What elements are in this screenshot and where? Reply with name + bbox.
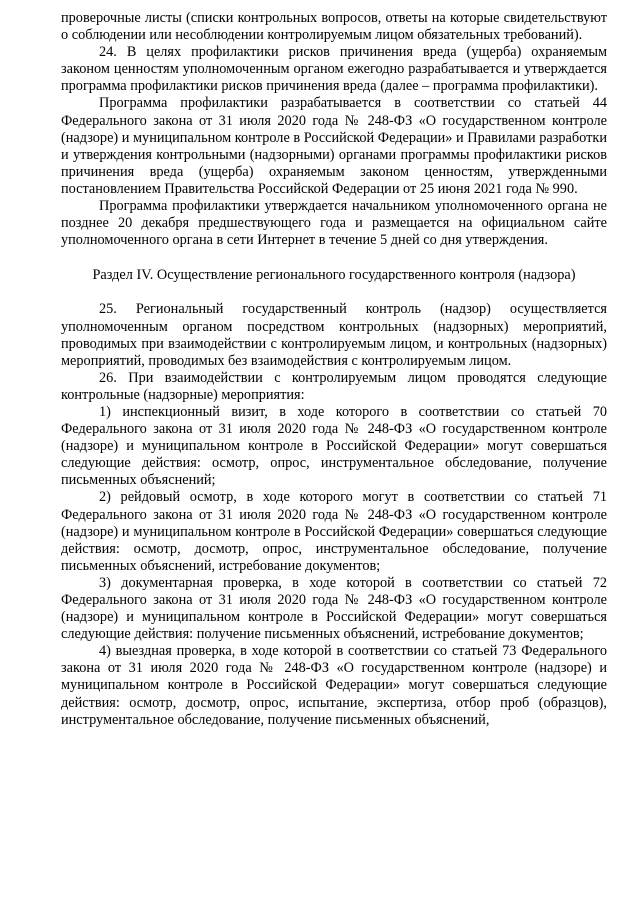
paragraph-24: 24. В целях профилактики рисков причинения вреда (ущерба) охраняемым законом ценностям уполномоченным органом ежегодно разрабатывается и утверждается программа профилактики рисков причинения вреда (далее – программа профилактики). [61, 44, 607, 95]
list-item-4: 4) выездная проверка, в ходе которой в соответствии со статьей 73 Федерального закона от 31 июля 2020 года № 248-ФЗ «О государственном контроле (надзоре) и муниципальном контроле в Российской Федерации» могут совершаться следующие действия: осмотр, досмотр, опрос, испытание, экспертиза, отбор проб (образцов), инструментальное обследование, получение письменных объяснений, [61, 643, 607, 728]
paragraph-26: 26. При взаимодействии с контролируемым лицом проводятся следующие контрольные (надзорные) мероприятия: [61, 369, 607, 403]
list-item-3: 3) документарная проверка, в ходе которой в соответствии со статьей 72 Федерального закона от 31 июля 2020 года № 248-ФЗ «О государственном контроле (надзоре) и муниципальном контроле в Российской Федерации» могут совершаться следующие действия: получение письменных объяснений, истребование документов; [61, 574, 607, 643]
document-page [61, 10, 607, 729]
section-heading: Раздел IV. Осуществление регионального государственного контроля (надзора) [92, 267, 576, 284]
paragraph-continuation: проверочные листы (списки контрольных вопросов, ответы на которые свидетельствуют о соблюдении или несоблюдении контролируемым лицом обязательных требований). [61, 10, 607, 44]
paragraph-program-approval: Программа профилактики утверждается начальником уполномоченного органа не позднее 20 декабря предшествующего года и размещается на официальном сайте уполномоченного органа в сети Интернет в течение 5 дней со дня утверждения. [61, 198, 607, 249]
paragraph-program-development: Программа профилактики разрабатывается в соответствии со статьей 44 Федерального закона от 31 июля 2020 года № 248-ФЗ «О государственном контроле (надзоре) и муниципальном контроле в Российской Федерации» и Правилами разработки и утверждения контрольными (надзорными) органами программы профилактики рисков причинения вреда (ущерба) охраняемым законом ценностям, утвержденными постановлением Правительства Российской Федерации от 25 июня 2021 года № 990. [61, 95, 607, 197]
paragraph-25: 25. Региональный государственный контроль (надзор) осуществляется уполномоченным органом посредством контрольных (надзорных) мероприятий, проводимых при взаимодействии с контролируемым лицом, и контрольных (надзорных) мероприятий, проводимых без взаимодействия с контролируемым лицом. [61, 301, 607, 369]
list-item-1: 1) инспекционный визит, в ходе которого в соответствии со статьей 70 Федерального закона от 31 июля 2020 года № 248-ФЗ «О государственном контроле (надзоре) и муниципальном контроле в Российской Федерации» могут совершаться следующие действия: осмотр, опрос, инструментальное обследование, получение письменных объяснений; [61, 403, 607, 489]
list-item-2: 2) рейдовый осмотр, в ходе которого могут в соответствии со статьей 71 Федерального закона от 31 июля 2020 года № 248-ФЗ «О государственном контроле (надзоре) и муниципальном контроле в Российской Федерации» совершаться следующие действия: осмотр, досмотр, опрос, инструментальное обследование, получение письменных объяснений, истребование документов; [61, 489, 607, 574]
